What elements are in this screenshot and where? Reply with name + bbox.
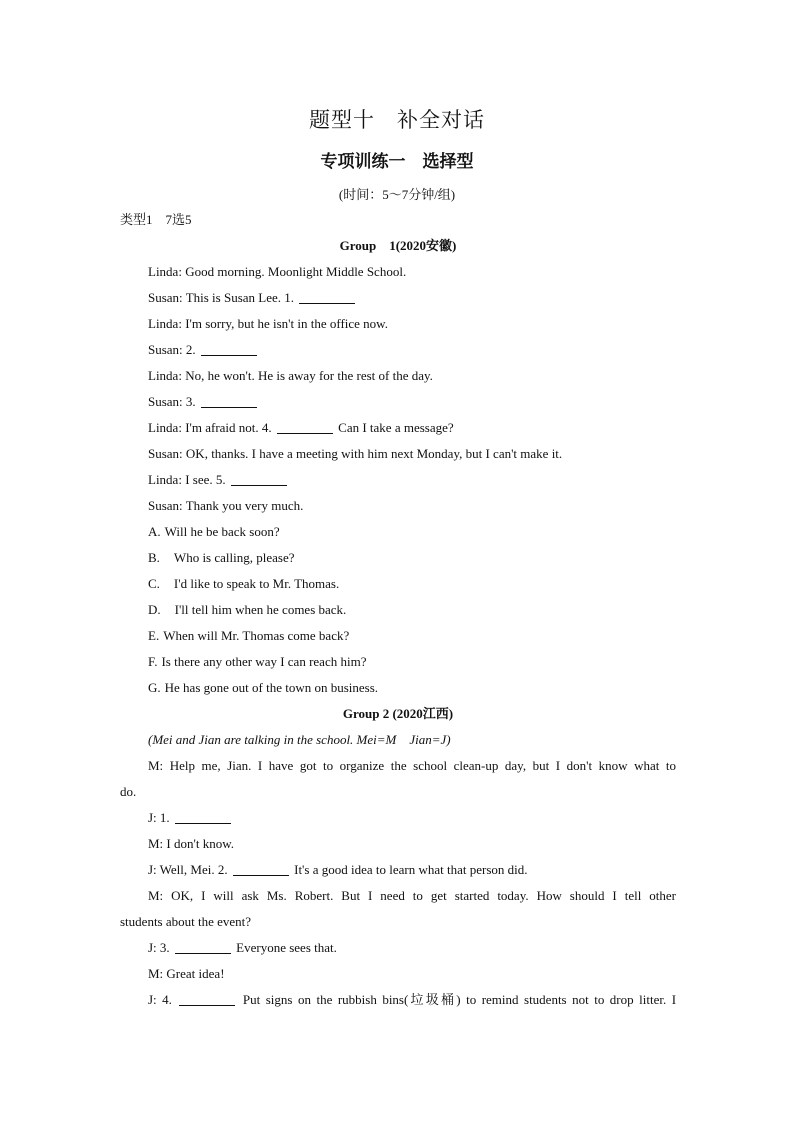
answer-blank[interactable] bbox=[201, 392, 257, 408]
dialogue-line bbox=[120, 285, 676, 311]
speaker: Susan: bbox=[148, 290, 183, 305]
answer-blank[interactable] bbox=[179, 990, 235, 1006]
blank-number: 5. bbox=[215, 472, 226, 487]
option-item bbox=[120, 597, 676, 623]
line-text: I'm sorry, but he isn't in the office now. bbox=[185, 316, 388, 331]
dialogue-line bbox=[120, 857, 676, 883]
line-suffix: It's a good idea to learn what that person did. bbox=[294, 862, 528, 877]
dialogue-line: M: Great idea! bbox=[148, 966, 225, 981]
speaker: Linda: bbox=[148, 420, 182, 435]
option-text: Will he be back soon? bbox=[164, 524, 280, 539]
dialogue-line bbox=[120, 935, 676, 961]
option-letter: E. bbox=[148, 628, 160, 643]
line-text: I'm afraid not. bbox=[185, 420, 259, 435]
group-1-options bbox=[120, 519, 676, 701]
line-text: I see. bbox=[185, 472, 213, 487]
line-text: OK, thanks. I have a meeting with him next Monday, but I can't make it. bbox=[185, 446, 563, 461]
option-text: I'll tell him when he comes back. bbox=[174, 602, 347, 617]
page-subtitle: 专项训练一 选择型 bbox=[320, 152, 474, 172]
blank-number: 1. bbox=[284, 290, 295, 305]
line-text: This is Susan Lee. bbox=[185, 290, 282, 305]
dialogue-line bbox=[120, 415, 676, 441]
option-item bbox=[120, 545, 676, 571]
blank-number: 3. bbox=[185, 394, 196, 409]
line-suffix: Put signs on the rubbish bins(垃圾桶) to remind students not to drop litter. I bbox=[242, 992, 677, 1007]
speaker: Susan: bbox=[148, 498, 183, 513]
option-letter: G. bbox=[148, 680, 161, 695]
page-title: 题型十 补全对话 bbox=[309, 108, 485, 132]
option-letter: F. bbox=[148, 654, 158, 669]
dialogue-line bbox=[120, 389, 676, 415]
group-2-title: Group 2 (2020江西) bbox=[342, 706, 454, 721]
line-prefix: J: 1. bbox=[148, 810, 170, 825]
line-text: Good morning. Moonlight Middle School. bbox=[185, 264, 407, 279]
blank-number: 2. bbox=[185, 342, 196, 357]
option-item bbox=[120, 649, 676, 675]
dialogue-line bbox=[120, 311, 676, 337]
group-2-intro: (Mei and Jian are talking in the school. Mei=M Jian=J) bbox=[148, 732, 451, 747]
option-item bbox=[120, 675, 676, 701]
option-text: Is there any other way I can reach him? bbox=[161, 654, 367, 669]
speaker: Susan: bbox=[148, 446, 183, 461]
dialogue-line bbox=[120, 987, 676, 1013]
answer-blank[interactable] bbox=[175, 938, 231, 954]
speaker: Linda: bbox=[148, 472, 182, 487]
answer-blank[interactable] bbox=[299, 288, 355, 304]
group-1-dialogue bbox=[120, 259, 676, 519]
line-text: No, he won't. He is away for the rest of the day. bbox=[185, 368, 433, 383]
document-body bbox=[120, 207, 676, 1013]
dialogue-line: M: I don't know. bbox=[148, 836, 234, 851]
dialogue-line bbox=[120, 467, 676, 493]
type-label: 类型1 7选5 bbox=[120, 212, 192, 227]
answer-blank[interactable] bbox=[233, 860, 289, 876]
line-prefix: J: Well, Mei. 2. bbox=[148, 862, 228, 877]
group-1-title: Group 1(2020安徽) bbox=[339, 238, 457, 253]
dialogue-line: M: OK, I will ask Ms. Robert. But I need to get started today. How should I tell other bbox=[148, 888, 676, 903]
dialogue-line: M: Help me, Jian. I have got to organize the school clean-up day, but I don't know what to bbox=[148, 758, 676, 773]
option-item bbox=[120, 623, 676, 649]
option-text: When will Mr. Thomas come back? bbox=[163, 628, 350, 643]
speaker: Susan: bbox=[148, 394, 183, 409]
dialogue-line bbox=[120, 363, 676, 389]
option-item bbox=[120, 571, 676, 597]
answer-blank[interactable] bbox=[277, 418, 333, 434]
line-text: Thank you very much. bbox=[185, 498, 304, 513]
dialogue-line bbox=[120, 337, 676, 363]
answer-blank[interactable] bbox=[201, 340, 257, 356]
option-item bbox=[120, 519, 676, 545]
option-text: Who is calling, please? bbox=[173, 550, 295, 565]
dialogue-line bbox=[120, 441, 676, 467]
option-text: I'd like to speak to Mr. Thomas. bbox=[173, 576, 340, 591]
answer-blank[interactable] bbox=[175, 808, 231, 824]
line-prefix: J: 4. bbox=[148, 992, 172, 1007]
option-letter: A. bbox=[148, 524, 161, 539]
dialogue-line-continued: students about the event? bbox=[120, 914, 252, 929]
time-note: (时间：5～7分钟/组) bbox=[338, 187, 456, 202]
speaker: Linda: bbox=[148, 316, 182, 331]
option-letter: C. bbox=[148, 576, 160, 591]
speaker: Linda: bbox=[148, 368, 182, 383]
dialogue-line-continued: do. bbox=[120, 784, 137, 799]
dialogue-line bbox=[120, 493, 676, 519]
dialogue-line bbox=[120, 805, 676, 831]
line-suffix: Can I take a message? bbox=[338, 420, 454, 435]
speaker: Susan: bbox=[148, 342, 183, 357]
dialogue-line bbox=[120, 259, 676, 285]
option-letter: B. bbox=[148, 550, 160, 565]
option-text: He has gone out of the town on business. bbox=[164, 680, 379, 695]
answer-blank[interactable] bbox=[231, 470, 287, 486]
blank-number: 4. bbox=[261, 420, 272, 435]
option-letter: D. bbox=[148, 602, 161, 617]
speaker: Linda: bbox=[148, 264, 182, 279]
line-prefix: J: 3. bbox=[148, 940, 170, 955]
line-suffix: Everyone sees that. bbox=[236, 940, 337, 955]
